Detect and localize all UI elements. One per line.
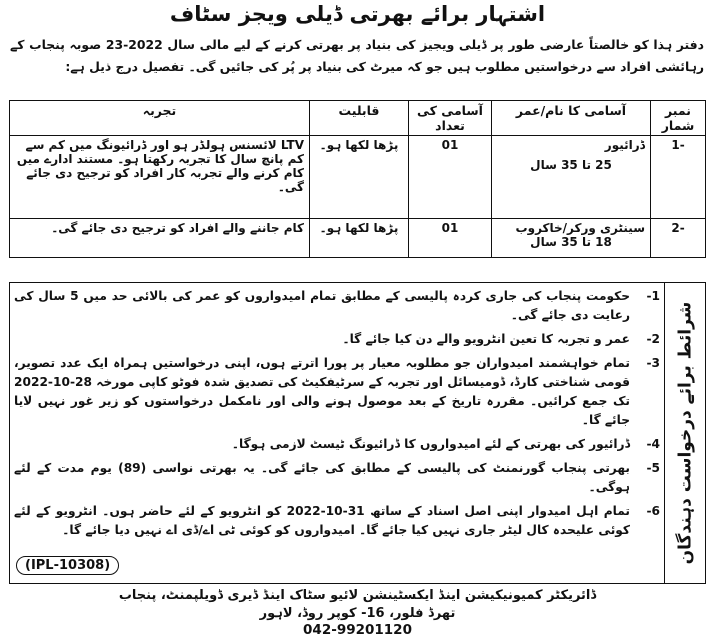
footer-office: ڈائریکٹر کمیونیکیشن اینڈ ایکسٹینشن لائیو سٹاک اینڈ ڈیری ڈویلپمنٹ، پنجاب: [118, 588, 597, 603]
condition-item: [14, 459, 660, 497]
header-post-name: آسامی کا نام/عمر: [492, 101, 651, 136]
advertisement-title: اشتہار برائے بھرتی ڈیلی ویجز سٹاف: [169, 2, 546, 26]
post-age: 25 تا 35 سال: [530, 158, 612, 172]
table-row: [10, 136, 706, 219]
header-serial: نمبر شمار: [651, 101, 706, 136]
conditions-list: [14, 287, 660, 545]
condition-number: -1: [646, 289, 660, 303]
condition-item: [14, 502, 660, 540]
condition-text: بھرتی پنجاب گورنمنٹ کی پالیسی کے مطابق کی جائے گی۔ یہ بھرتی نواسی (89) یوم مدت کے لئے ہوگی۔: [14, 461, 630, 494]
row-experience: LTV لائسنس ہولڈر ہو اور ڈرائیونگ میں کم سے کم پانچ سال کا تجربہ رکھتا ہو۔ مستند ادارے میں کام کرنے والے تجربہ کار افراد کو ترجیح دی جائے گی۔: [10, 136, 310, 219]
condition-text: تمام خواہشمند امیدواران جو مطلوبہ معیار پر پورا اترتے ہوں، اپنی درخواستیں ہمراہ ایک عدد تصویر، قومی شناختی کارڈ، ڈومیسائل اور تجربہ کے سرٹیفکیٹ کی تصدیق شدہ فوٹو کاپی مورخہ 28-10-2022 تک جمع کرائیں۔ مقررہ تاریخ کے بعد موصول ہونے والی اور نامکمل درخواستوں کو زیر غور نہیں لایا جائے گا۔: [14, 356, 630, 427]
post-age: 18 تا 35 سال: [530, 235, 612, 249]
row-serial: -1: [651, 136, 706, 219]
row-experience: کام جاننے والے افراد کو ترجیح دی جائے گی۔: [10, 219, 310, 258]
condition-number: -5: [646, 461, 660, 475]
row-post: [492, 219, 651, 258]
condition-text: حکومت پنجاب کی جاری کردہ پالیسی کے مطابق تمام امیدواروں کو عمر کی بالائی حد میں 5 سال کی رعایت دی جائے گی۔: [14, 289, 630, 322]
condition-number: -6: [646, 504, 660, 518]
positions-table: [9, 100, 706, 258]
row-qualification: پڑھا لکھا ہو۔: [310, 219, 409, 258]
condition-item: [14, 330, 660, 349]
reference-code: (IPL-10308): [16, 556, 119, 575]
condition-number: -3: [646, 356, 660, 370]
row-serial: -2: [651, 219, 706, 258]
conditions-box: [9, 282, 706, 584]
post-name: ڈرائیور: [604, 138, 645, 152]
conditions-title: شرائط برائے درخواست دہندگان: [675, 301, 696, 565]
condition-text: عمر و تجربہ کا تعین انٹرویو والے دن کیا جائے گا۔: [342, 332, 630, 346]
header-experience: تجربہ: [10, 101, 310, 136]
condition-number: -2: [646, 332, 660, 346]
table-row: [10, 219, 706, 258]
row-qualification: پڑھا لکھا ہو۔: [310, 136, 409, 219]
post-name: سینٹری ورکر/خاکروب: [515, 221, 645, 235]
row-count: 01: [409, 219, 492, 258]
condition-text: تمام اہل امیدوار اپنی اصل اسناد کے ساتھ 31-10-2022 کو انٹرویو کے لئے حاضر ہوں۔ انٹرویو کے لئے کوئی علیحدہ کال لیٹر جاری نہیں کیا جائے گا۔ امیدواروں کو کوئی ٹی اے/ڈی اے نہیں دیا جائے گا۔: [14, 504, 630, 537]
row-count: 01: [409, 136, 492, 219]
header-qualification: قابلیت: [310, 101, 409, 136]
conditions-side-label: [664, 283, 705, 583]
row-post: [492, 136, 651, 219]
condition-text: ڈرائیور کی بھرتی کے لئے امیدواروں کا ڈرائیونگ ٹیسٹ لازمی ہوگا۔: [231, 437, 630, 451]
condition-item: [14, 435, 660, 454]
header-post-count: آسامی کی تعداد: [409, 101, 492, 136]
condition-item: [14, 287, 660, 325]
condition-number: -4: [646, 437, 660, 451]
footer-phone: 042-99201120: [303, 622, 412, 638]
intro-paragraph: دفتر ہذا کو خالصتاً عارضی طور پر ڈیلی ویجیز کی بنیاد پر بھرتی کرنے کے لیے مالی سال 2022-23 صوبہ پنجاب کے رہائشی افراد سے درخواستیں مطلوب ہیں جو کہ میرٹ کی بنیاد پر پُر کی جائیں گی۔ تفصیل درج ذیل ہے:: [10, 37, 704, 74]
table-header-row: [10, 101, 706, 136]
footer-address: تھرڈ فلور، 16- کوپر روڈ، لاہور: [259, 606, 456, 621]
condition-item: [14, 354, 660, 430]
